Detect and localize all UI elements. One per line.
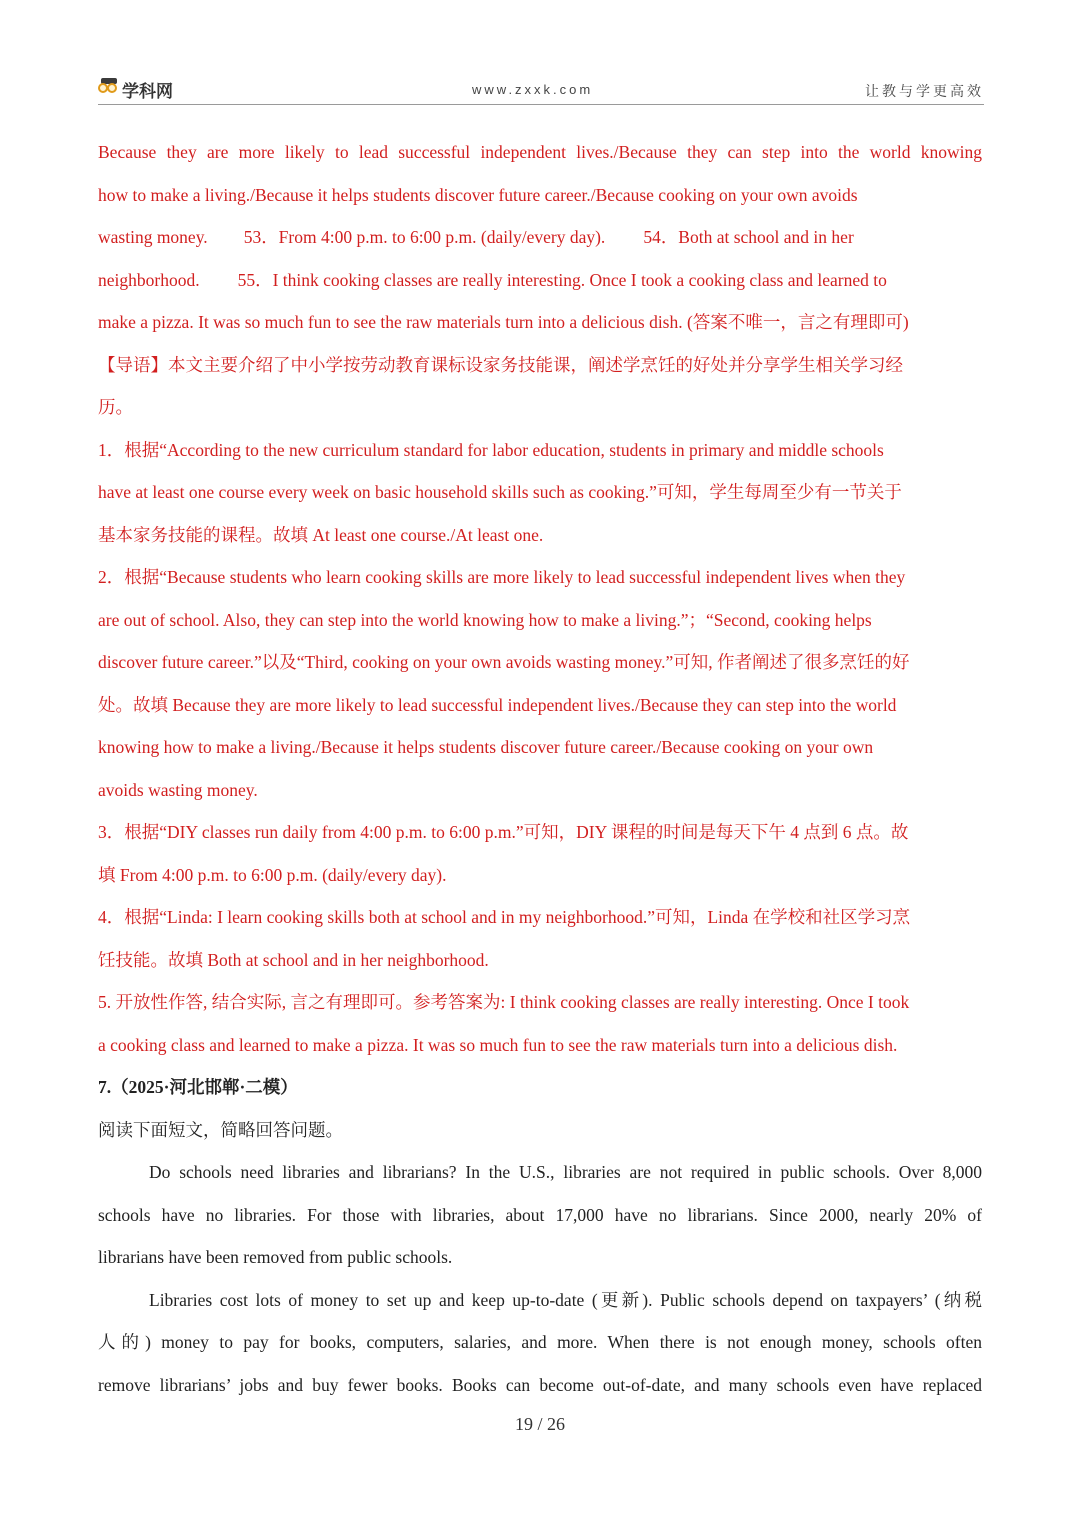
explanation-line: 5. 开放性作答, 结合实际, 言之有理即可。参考答案为: I think cooking classes are really interesting. Once I took xyxy=(98,992,910,1012)
answer-text: wasting money. xyxy=(98,227,208,247)
answer-55: 55．I think cooking classes are really interesting. Once I took a cooking class and learned to xyxy=(237,269,887,290)
intro-line: 【导语】本文主要介绍了中小学按劳动教育课标设家务技能课，阐述学烹饪的好处并分享学生相关学习经 xyxy=(98,354,903,375)
question-heading: 7.（2025·河北邯郸·二模） xyxy=(98,1077,298,1097)
page-header xyxy=(98,76,984,105)
answer-line: how to make a living./Because it helps students discover future career./Because cooking on your own avoids xyxy=(98,184,858,205)
explanation-line: knowing how to make a living./Because it helps students discover future career./Because cooking on your own xyxy=(98,737,874,757)
explanation-line: a cooking class and learned to make a pizza. It was so much fun to see the raw materials turn into a delicious dish. xyxy=(98,1034,898,1055)
header-slogan: 让教与学更高效 xyxy=(865,84,984,100)
explanation-line: 处。故填 Because they are more likely to lead successful independent lives./Because they can step into the world xyxy=(98,694,897,715)
passage-line: schools have no libraries. For those with libraries, about 17,000 have no librarians. Since 2000, nearly 20% of xyxy=(98,1204,982,1225)
explanation-line: discover future career.”以及“Third, cooking on your own avoids wasting money.”可知, 作者阐述了很多烹饪的好 xyxy=(98,652,910,672)
site-logo[interactable] xyxy=(98,76,173,102)
explanation-line: 饪技能。故填 Both at school and in her neighborhood. xyxy=(98,949,489,970)
intro-line: 历。 xyxy=(98,397,133,417)
explanation-line: avoids wasting money. xyxy=(98,779,258,800)
document-body xyxy=(98,131,982,1406)
logo-text: 学科网 xyxy=(122,81,173,102)
explanation-line: 2．根据“Because students who learn cooking skills are more likely to lead successful independent lives when they xyxy=(98,567,906,587)
question-instruction: 阅读下面短文，简略回答问题。 xyxy=(98,1119,343,1140)
answer-text: neighborhood. xyxy=(98,269,200,290)
passage-line: Do schools need libraries and librarians? In the U.S., libraries are not required in public schools. Over 8,000 xyxy=(149,1162,982,1182)
explanation-line: 填 From 4:00 p.m. to 6:00 p.m. (daily/every day). xyxy=(98,864,447,885)
answer-line: Because they are more likely to lead successful independent lives./Because they can step into the world knowing xyxy=(98,142,982,162)
passage-line: remove librarians’ jobs and buy fewer books. Books can become out-of-date, and many schools even have replaced xyxy=(98,1374,982,1395)
explanation-line: 1．根据“According to the new curriculum standard for labor education, students in primary and middle schools xyxy=(98,439,884,460)
explanation-line: 4．根据“Linda: I learn cooking skills both at school and in my neighborhood.”可知，Linda 在学校和社区学习烹 xyxy=(98,907,911,927)
explanation-line: 基本家务技能的课程。故填 At least one course./At least one. xyxy=(98,524,544,545)
answer-line: make a pizza. It was so much fun to see the raw materials turn into a delicious dish. (答案不唯一，言之有理即可) xyxy=(98,312,909,332)
logo-icon xyxy=(98,80,120,98)
answer-54: 54．Both at school and in her xyxy=(643,227,854,247)
passage-line: Libraries cost lots of money to set up and keep up-to-date (更新). Public schools depend on taxpayers’ (纳税 xyxy=(149,1289,982,1310)
passage-line: 人的) money to pay for books, computers, salaries, and more. When there is not enough money, schools often xyxy=(98,1332,982,1352)
explanation-line: 3．根据“DIY classes run daily from 4:00 p.m. to 6:00 p.m.”可知，DIY 课程的时间是每天下午 4 点到 6 点。故 xyxy=(98,822,909,842)
page-number: 19 / 26 xyxy=(514,1414,565,1434)
explanation-line: have at least one course every week on basic household skills such as cooking.”可知，学生每周至少有一节关于 xyxy=(98,482,902,502)
answer-line xyxy=(98,259,982,302)
passage-line: librarians have been removed from public schools. xyxy=(98,1247,453,1267)
explanation-line: are out of school. Also, they can step into the world knowing how to make a living.”；“Second, cooking helps xyxy=(98,609,872,630)
answer-53: 53．From 4:00 p.m. to 6:00 p.m. (daily/every day). xyxy=(243,227,606,247)
answer-line xyxy=(98,216,982,259)
site-url[interactable]: www.zxxk.com xyxy=(472,82,594,97)
